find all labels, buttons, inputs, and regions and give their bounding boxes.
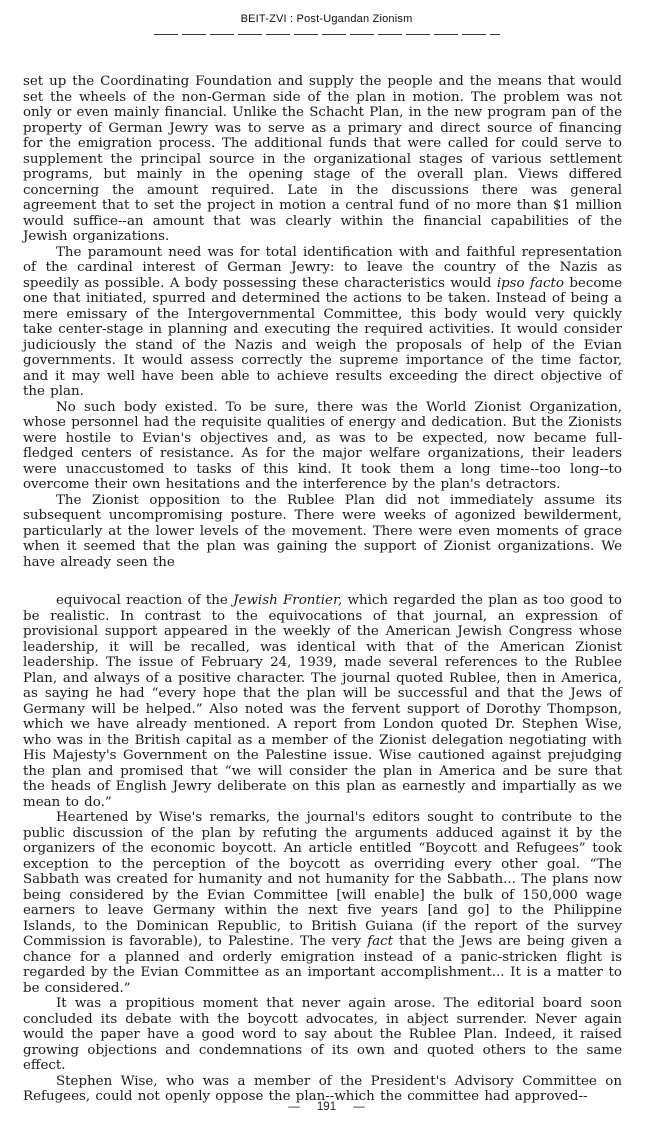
text-segment: Heartened by Wise's remarks, the journal's editors sought to contribute to the public discussion of the plan by refuting the arguments adduced against it by the organizers of the economic boycott. An article entitled “Boycott and Refugees” took exception to the perception of the boycott as overriding every other goal. “The Sabbath was created for humanity and not humanity for the Sabbath... The plans now being considered by the Evian Committee [will enable] the bulk of 150,000 wage earners to leave Germany within the next five years [and go] to the Philippine Islands, to the Dominican Republic, to British Guiana (if the report of the survey Commission is favorable), to Palestine. The very — [23, 810, 622, 949]
text-segment: become one that initiated, spurred and determined the actions to be taken. Instead of being a mere emissary of the Intergovernmental Committee, this body would very quickly take center-stage in planning and executing the required activities. It would consider judiciously the stand of the Nazis and weigh the proposals of help of the Evian governments. It would assess correctly the supreme importance of the time factor, and it may well have been able to achieve results exceeding the direct objective of the plan. — [23, 275, 623, 399]
paragraph — [23, 245, 622, 400]
paragraph — [23, 1074, 622, 1105]
header-rule — [154, 34, 500, 36]
page-number: — 191 — — [288, 1101, 365, 1113]
paragraph — [23, 593, 622, 810]
paragraph — [23, 400, 622, 493]
text-segment: The Zionist opposition to the Rublee Plan did not immediately assume its subsequent uncompromising posture. There were weeks of agonized bewilderment, particularly at the lower levels of the movement. There were even moments of grace when it seemed that the plan was gaining the support of Zionist organizations. We have already seen the — [23, 492, 622, 570]
paragraph — [23, 493, 622, 571]
paragraph — [23, 74, 622, 245]
paragraph — [23, 996, 622, 1074]
text-segment: Stephen Wise, who was a member of the President's Advisory Committee on Refugees, could not openly oppose the plan--which the committee had approved-- — [23, 1073, 622, 1104]
text-segment: that the Jews are being given a chance for a planned and orderly emigration instead of a panic-stricken flight is regarded by the Evian Committee as an important accomplishment... It is a matter to be considered.” — [23, 934, 622, 996]
page-body — [0, 74, 653, 1105]
italic-text-segment: Jewish Frontier, — [233, 593, 343, 608]
text-segment: It was a propitious moment that never again arose. The editorial board soon concluded its debate with the boycott advocates, in abject surrender. Never again would the paper have a good word to say about the Rublee Plan. Indeed, it raised growing objections and condemnations of its own and quoted others to the same effect. — [23, 996, 622, 1073]
italic-text-segment: ipso facto — [496, 275, 564, 291]
text-segment: set up the Coordinating Foundation and supply the people and the means that would set the wheels of the non-German side of the plan in motion. The problem was not only or even mainly financial. Unlike the Schacht Plan, in the new program pan of the property of German Jewry was to serve as a primary and direct source of financing for the emigration process. The additional funds that were called for could serve to supplement the principal source in the organizational stages of various settlement programs, but mainly in the opening stage of the overall plan. Views differed concerning the amount required. Late in the discussions there was general agreement that to set the project in motion a central fund of no more than $1 million would suffice--an amount that was clearly within the financial capabilities of the Jewish organizations. — [23, 74, 622, 244]
italic-text-segment: fact — [367, 934, 394, 949]
text-segment: which regarded the plan as too good to be realistic. In contrast to the equivocations of that journal, an expression of provisional support appeared in the weekly of the American Jewish Congress whose leadership, it will be recalled, was identical with that of the American Zionist leadership. The issue of February 24, 1939, made several references to the Rublee Plan, and always of a positive character. The journal quoted Rublee, then in America, as saying he had “every hope that the plan will be successful and that the Jews of Germany will be helped.” Also noted was the fervent support of Dorothy Thompson, which we have already mentioned. A report from London quoted Dr. Stephen Wise, who was in the British capital as a member of the Zionist delegation negotiating with His Majesty's Government on the Palestine issue. Wise cautioned against prejudging the plan and promised that “we will consider the plan in America and be sure that the heads of English Jewry deliberate on this plan as earnestly and impartially as we mean to do.” — [23, 593, 622, 810]
text-segment: The paramount need was for total identification with and faithful representation of the cardinal interest of German Jewry: to leave the country of the Nazis as speedily as possible. A body possessing these characteristics would — [23, 244, 622, 291]
text-segment: No such body existed. To be sure, there was the World Zionist Organization, whose personnel had the requisite qualities of energy and dedication. But the Zionists were hostile to Evian's objectives and, as was to be expected, now became full-fledged centers of resistance. As for the major welfare organizations, their leaders were unaccustomed to tasks of this kind. It took them a long time--too long--to overcome their own hesitations and the interference by the plan's detractors. — [23, 399, 622, 492]
running-header-title: BEIT-ZVI : Post-Ugandan Zionism — [240, 13, 413, 25]
text-segment: equivocal reaction of the — [56, 593, 234, 608]
paragraph — [23, 810, 622, 996]
